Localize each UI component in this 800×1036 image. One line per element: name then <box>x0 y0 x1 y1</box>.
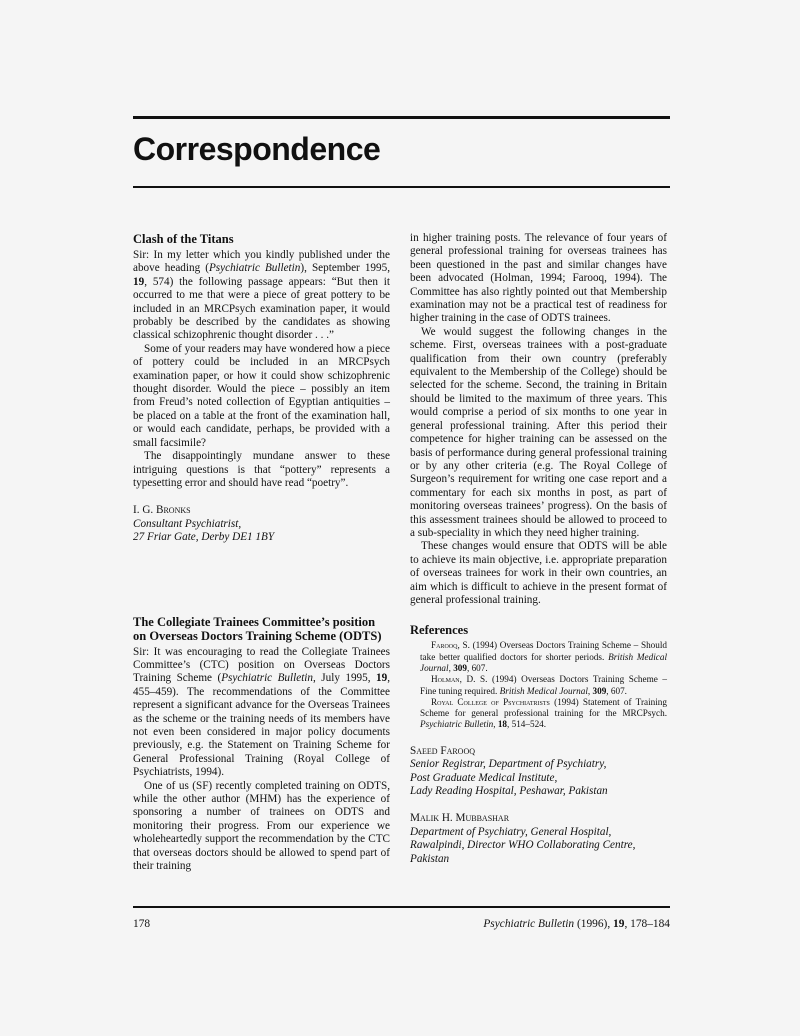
author-name: Saeed Farooq <box>410 744 476 757</box>
right-column <box>410 232 667 866</box>
left-column <box>133 232 390 873</box>
letter2-paragraph-3: We would suggest the following changes in the scheme. First, overseas trainees with a post-graduate qualification from their own country (preferably equivalent to the Membership of the College) should be selected for the scheme. Second, the training in Britain should be limited to the maximum of three years. This would comprise a period of six months to one year in general professional training. After this period their competence for higher training can be assessed on the basis of performance during general professional training or by any other criteria (e.g. The Royal College of Surgeon’s requirement for writing one case report and a commentary for each six months in post, as part of monitoring overseas trainees’ progress). On the basis of this assessment trainees should be allowed to proceed to a sub-speciality in which they need higher training. <box>410 325 667 539</box>
reference-item: Holman, D. S. (1994) Overseas Doctors Training Scheme – Fine tuning required. British Medical Journal, 309, 607. <box>420 674 667 696</box>
author-affiliation-line: Rawalpindi, Director WHO Collaborating Centre, <box>410 839 636 852</box>
author-block-1 <box>410 745 667 799</box>
author-affiliation-line: Senior Registrar, Department of Psychiatry, <box>410 758 607 771</box>
signature-name: I. G. Bronks <box>133 504 191 517</box>
letter2-heading: The Collegiate Trainees Committee’s position on Overseas Doctors Training Scheme (ODTS) <box>133 614 382 643</box>
letter1-heading: Clash of the Titans <box>133 232 234 246</box>
signature-address: 27 Friar Gate, Derby DE1 1BY <box>133 531 275 544</box>
author-name: Malik H. Mubbashar <box>410 812 510 825</box>
reference-list <box>410 640 667 730</box>
author-affiliation-line: Lady Reading Hospital, Peshawar, Pakistan <box>410 784 608 797</box>
letter2-paragraph-4: These changes would ensure that ODTS will be able to achieve its main objective, i.e. appropriate preparation of overseas trainees for work in their own countries, an aim which is difficult to achieve in the present format of general professional training. <box>410 540 667 606</box>
reference-item: Royal College of Psychiatrists (1994) Statement of Training Scheme for general professional training for the MRCPsych. Psychiatric Bulletin, 18, 514–524. <box>420 696 667 730</box>
author-affiliation-line: Department of Psychiatry, General Hospital, <box>410 825 612 838</box>
letter2-paragraph-2-continued: in higher training posts. The relevance of four years of general professional training for overseas trainees has been questioned in the past and similar changes have been advocated (Holman, 1994; Farooq, 1994). The Committee has also rightly pointed out that Membership examination may not be a practical test of readiness for higher training in the case of ODTS trainees. <box>410 232 667 325</box>
author-affiliation-line: Pakistan <box>410 852 450 865</box>
signature-title: Consultant Psychiatrist, <box>133 517 242 530</box>
title-rule <box>133 186 670 188</box>
author-block-2 <box>410 812 667 866</box>
top-rule <box>133 116 670 119</box>
page-number: 178 <box>133 918 151 930</box>
reference-item: Farooq, S. (1994) Overseas Doctors Training Scheme – Should take better qualified doctors for shorter periods. British Medical Journal, 309, 607. <box>420 640 667 673</box>
letter1-paragraph-2: Some of your readers may have wondered how a piece of pottery could be included in an MRCPsych examination paper, or how it could show schizophrenic thought disorder. Would the piece – possibly an item from Freud’s noted collection of Egyptian antiquities – be placed on a table at the front of the examination hall, or would each candidate, perhaps, be provided with a small facsimile? <box>133 342 390 449</box>
references-heading: References <box>410 623 469 638</box>
letter2-paragraph-1: Sir: It was encouraging to read the Collegiate Trainees Committee’s (CTC) position on Overseas Doctors Training Scheme (Psychiatric Bulletin, July 1995, 19, 455–459). The recommendations of the Committee represent a significant advance for the Overseas Trainees as the scheme or the training needs of its members have not even been considered in major policy documents previously, e.g. the Statement on Training Scheme for General Professional Training (Royal College of Psychiatrists, 1994). <box>133 645 390 779</box>
footer-rule <box>133 906 670 908</box>
journal-citation: Psychiatric Bulletin (1996), 19, 178–184 <box>483 918 670 930</box>
letter1-paragraph-1: Sir: In my letter which you kindly published under the above heading (Psychiatric Bulletin), September 1995, 19, 574) the following passage appears: “But then it occurred to me that were a piece of great pottery to be included in an MRCPsych examination paper, it would probably be described by the candidates as showing classical schizophrenic thought disorder . . .” <box>133 249 390 342</box>
letter1-paragraph-3: The disappointingly mundane answer to these intriguing questions is that “pottery” represents a typesetting error and should have read “poetry”. <box>133 450 390 489</box>
letter2-paragraph-2: One of us (SF) recently completed training on ODTS, while the other author (MHM) has the experience of sponsoring a number of trainees on ODTS and monitoring their progress. From our experience we wholeheartedly support the recommendation by the CTC that overseas doctors should be allowed to spend part of their training <box>133 779 390 873</box>
letter1-signature <box>133 504 390 544</box>
section-title: Correspondence <box>133 131 381 167</box>
author-affiliation-line: Post Graduate Medical Institute, <box>410 771 558 784</box>
